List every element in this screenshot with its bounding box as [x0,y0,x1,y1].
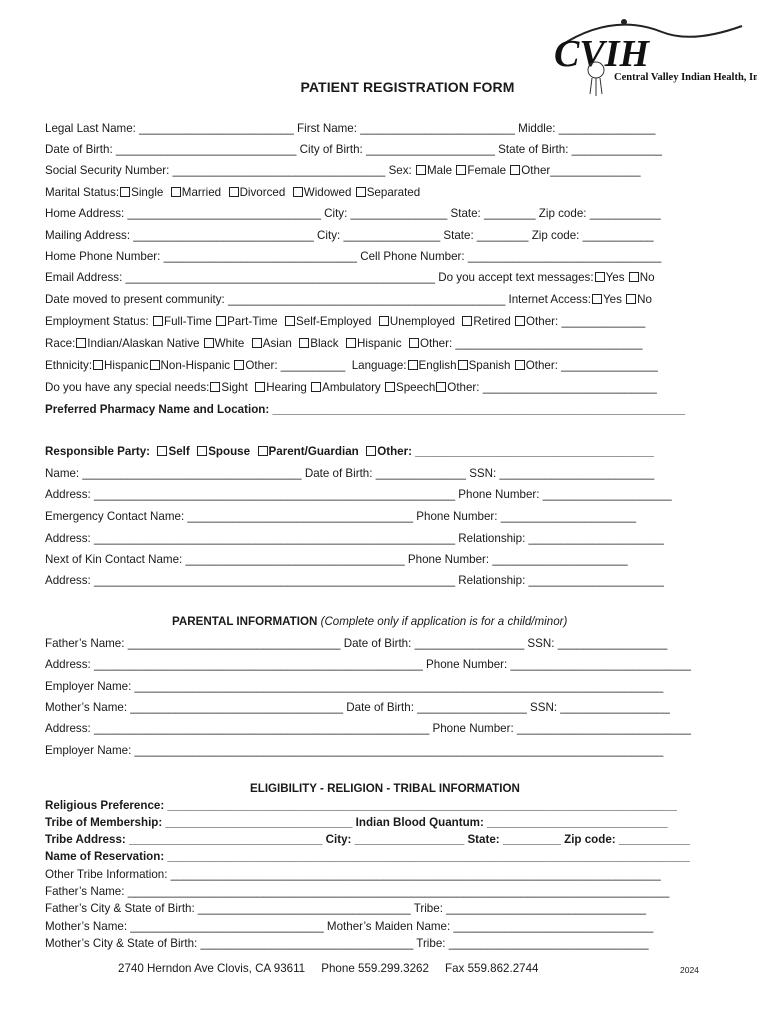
marital-single-checkbox[interactable] [120,187,130,197]
footer-phone: Phone 559.299.3262 [321,962,429,975]
ethnicity-other-checkbox[interactable] [234,360,244,370]
father-employer-line[interactable]: Employer Name: __________________________________________________________________________________ [45,680,664,693]
sex-other-checkbox[interactable] [510,165,520,175]
race-line[interactable]: Race: Indian/Alaskan Native White Asian Black Hispanic Other: _____________________________ [45,337,643,350]
responsible-party-line[interactable]: Responsible Party: Self Spouse Parent/Guardian Other: _____________________________________ [45,445,654,458]
language-spanish-checkbox[interactable] [458,360,468,370]
parental-section-title: PARENTAL INFORMATION (Complete only if application is for a child/minor) [172,615,568,628]
page-title: PATIENT REGISTRATION FORM [300,79,515,95]
responsible-self-checkbox[interactable] [157,446,167,456]
employment-fulltime-checkbox[interactable] [153,316,163,326]
father-birth-tribe-line[interactable]: Father’s City & State of Birth: _________________________________ Tribe: _______________________________ [45,902,647,915]
marital-line[interactable]: Marital Status: Single Married Divorced Widowed Separated [45,186,421,199]
religion-line[interactable]: Religious Preference: _______________________________________________________________________________ [45,799,677,812]
responsible-address-line[interactable]: Address: ________________________________________________________ Phone Number: ____________________ [45,488,672,501]
needs-other-checkbox[interactable] [436,382,446,392]
tribal-father-name-line[interactable]: Father’s Name: ____________________________________________________________________________________ [45,885,670,898]
responsible-parent-checkbox[interactable] [258,446,268,456]
employment-other-checkbox[interactable] [515,316,525,326]
date-moved-line[interactable]: Date moved to present community: ___________________________________________ Internet Access: Yes No [45,293,652,306]
marital-widowed-checkbox[interactable] [293,187,303,197]
internet-yes-checkbox[interactable] [592,294,602,304]
birth-line[interactable]: Date of Birth: ____________________________ City of Birth: ____________________ State of Birth: ______________ [45,143,662,156]
kin-address-line[interactable]: Address: ________________________________________________________ Relationship: _____________________ [45,574,664,587]
sex-female-checkbox[interactable] [456,165,466,175]
emergency-contact-line[interactable]: Emergency Contact Name: ___________________________________ Phone Number: _____________________ [45,510,637,523]
reservation-line[interactable]: Name of Reservation: _________________________________________________________________________________ [45,850,690,863]
mother-birth-tribe-line[interactable]: Mother’s City & State of Birth: _________________________________ Tribe: _______________________________ [45,937,649,950]
footer-year: 2024 [680,965,699,975]
race-hispanic-checkbox[interactable] [346,338,356,348]
eligibility-section-title: ELIGIBILITY - RELIGION - TRIBAL INFORMATION [250,782,520,795]
tribe-membership-line[interactable]: Tribe of Membership: _____________________________ Indian Blood Quantum: ____________________________ [45,816,668,829]
text-yes-checkbox[interactable] [595,272,605,282]
internet-no-checkbox[interactable] [626,294,636,304]
tribe-address-line[interactable]: Tribe Address: ______________________________ City: _________________ State: _________ Zip code: ___________ [45,833,690,846]
employment-parttime-checkbox[interactable] [216,316,226,326]
needs-hearing-checkbox[interactable] [255,382,265,392]
responsible-name-line[interactable]: Name: __________________________________ Date of Birth: ______________ SSN: ________________________ [45,467,655,480]
marital-separated-checkbox[interactable] [356,187,366,197]
ethnicity-line[interactable]: Ethnicity: Hispanic Non-Hispanic Other: __________ Language: English Spanish Other: _______________ [45,359,658,372]
phone-line[interactable]: Home Phone Number: ______________________________ Cell Phone Number: ______________________________ [45,250,662,263]
special-needs-line[interactable]: Do you have any special needs: Sight Hearing Ambulatory Speech Other: ___________________________ [45,381,657,394]
emergency-address-line[interactable]: Address: ________________________________________________________ Relationship: _____________________ [45,532,664,545]
father-address-line[interactable]: Address: ___________________________________________________ Phone Number: ____________________________ [45,658,692,671]
race-indian-checkbox[interactable] [76,338,86,348]
footer-fax: Fax 559.862.2744 [445,962,539,975]
mailing-address-line[interactable]: Mailing Address: ____________________________ City: _______________ State: ________ Zip code: ___________ [45,229,654,242]
other-tribe-line[interactable]: Other Tribe Information: ____________________________________________________________________________ [45,868,661,881]
responsible-spouse-checkbox[interactable] [197,446,207,456]
home-address-line[interactable]: Home Address: ______________________________ City: _______________ State: ________ Zip code: ___________ [45,207,661,220]
tribal-mother-name-line[interactable]: Mother’s Name: ______________________________ Mother’s Maiden Name: _______________________________ [45,920,654,933]
footer-contact [118,962,539,975]
responsible-other-checkbox[interactable] [366,446,376,456]
mother-name-line[interactable]: Mother’s Name: _________________________________ Date of Birth: _________________ SSN: _________________ [45,701,670,714]
race-asian-checkbox[interactable] [252,338,262,348]
ssn-sex-line[interactable]: Social Security Number: _________________________________ Sex: Male Female Other______________ [45,164,641,177]
ethnicity-hispanic-checkbox[interactable] [93,360,103,370]
svg-text:Central Valley Indian Health,: Central Valley Indian Health, Inc. [614,72,757,83]
ethnicity-nonhispanic-checkbox[interactable] [150,360,160,370]
needs-speech-checkbox[interactable] [385,382,395,392]
employment-line[interactable]: Employment Status: Full-Time Part-Time Self-Employed Unemployed Retired Other: _____________ [45,315,646,328]
language-other-checkbox[interactable] [515,360,525,370]
marital-married-checkbox[interactable] [171,187,181,197]
next-of-kin-line[interactable]: Next of Kin Contact Name: __________________________________ Phone Number: _____________________ [45,553,628,566]
sex-male-checkbox[interactable] [416,165,426,175]
legal-name-line[interactable]: Legal Last Name: ________________________ First Name: ________________________ Middle: _______________ [45,122,656,135]
svg-text:CVIH: CVIH [554,33,650,75]
employment-retired-checkbox[interactable] [462,316,472,326]
race-black-checkbox[interactable] [299,338,309,348]
mother-address-line[interactable]: Address: ____________________________________________________ Phone Number: ___________________________ [45,722,692,735]
mother-employer-line[interactable]: Employer Name: __________________________________________________________________________________ [45,744,664,757]
needs-sight-checkbox[interactable] [210,382,220,392]
text-no-checkbox[interactable] [629,272,639,282]
language-english-checkbox[interactable] [408,360,418,370]
employment-self-checkbox[interactable] [285,316,295,326]
pharmacy-line[interactable]: Preferred Pharmacy Name and Location: ________________________________________________________________ [45,403,686,416]
footer-address: 2740 Herndon Ave Clovis, CA 93611 [118,962,306,975]
ssn-label: Social Security Number: _________________________________ Sex: [45,164,415,177]
needs-ambulatory-checkbox[interactable] [311,382,321,392]
race-other-checkbox[interactable] [409,338,419,348]
employment-unemployed-checkbox[interactable] [379,316,389,326]
email-line[interactable]: Email Address: ________________________________________________ Do you accept text messages: Yes No [45,271,655,284]
race-white-checkbox[interactable] [204,338,214,348]
father-name-line[interactable]: Father’s Name: _________________________________ Date of Birth: _________________ SSN: _________________ [45,637,668,650]
marital-divorced-checkbox[interactable] [229,187,239,197]
